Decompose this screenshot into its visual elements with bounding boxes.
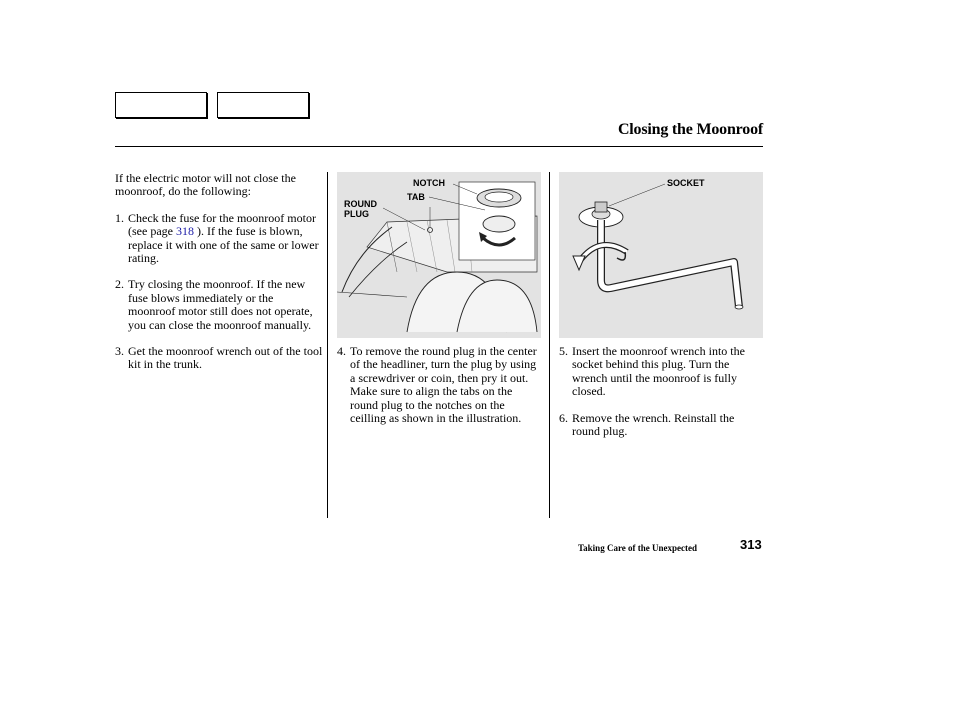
step-3: 3. Get the moonroof wrench out of the tool kit in the trunk.	[115, 344, 323, 372]
tab-label: TAB	[407, 192, 425, 202]
round-plug-label-line1: ROUND	[344, 199, 377, 209]
page-link-318[interactable]: 318	[175, 224, 194, 239]
page-number: 313	[740, 537, 762, 552]
step-4: 4. To remove the round plug in the center of the headliner, turn the plug by using a screwdriver or coin, then pry it out. Make sure to align the tabs on the round plug to the notches on the ceilling as shown in the illustration.	[337, 344, 537, 426]
round-plug-illustration	[337, 172, 541, 338]
column-divider-1	[327, 172, 328, 518]
column-3	[559, 345, 763, 438]
column-divider-2	[549, 172, 550, 518]
column-1	[115, 172, 323, 372]
notch-label: NOTCH	[413, 178, 445, 188]
step-1: 1. Check the fuse for the moonroof motor (see page 318 ). If the fuse is blown, replace it with one of the same or lower rating.	[115, 210, 319, 266]
nav-button-1[interactable]	[115, 92, 207, 118]
page-title: Closing the Moonroof	[617, 121, 763, 138]
step-2: 2. Try closing the moonroof. If the new fuse blows immediately or the moonroof motor still does not operate, you can close the moonroof manually.	[115, 277, 313, 332]
step-6: 6. Remove the wrench. Reinstall the round plug.	[559, 410, 735, 439]
header-rule	[115, 146, 763, 147]
car-interior-drawing	[337, 172, 541, 338]
socket-label: SOCKET	[667, 178, 705, 188]
wrench-illustration	[559, 172, 763, 338]
wrench-drawing	[559, 172, 763, 338]
round-plug-label-line2: PLUG	[344, 209, 370, 219]
step-5: 5. Insert the moonroof wrench into the socket behind this plug. Turn the wrench until the moonroof is fully closed.	[559, 344, 745, 399]
nav-button-2[interactable]	[217, 92, 309, 118]
intro-text: If the electric motor will not close the moonroof, do the following:	[115, 171, 296, 199]
column-2	[337, 345, 543, 425]
footer-section-title: Taking Care of the Unexpected	[578, 543, 697, 553]
